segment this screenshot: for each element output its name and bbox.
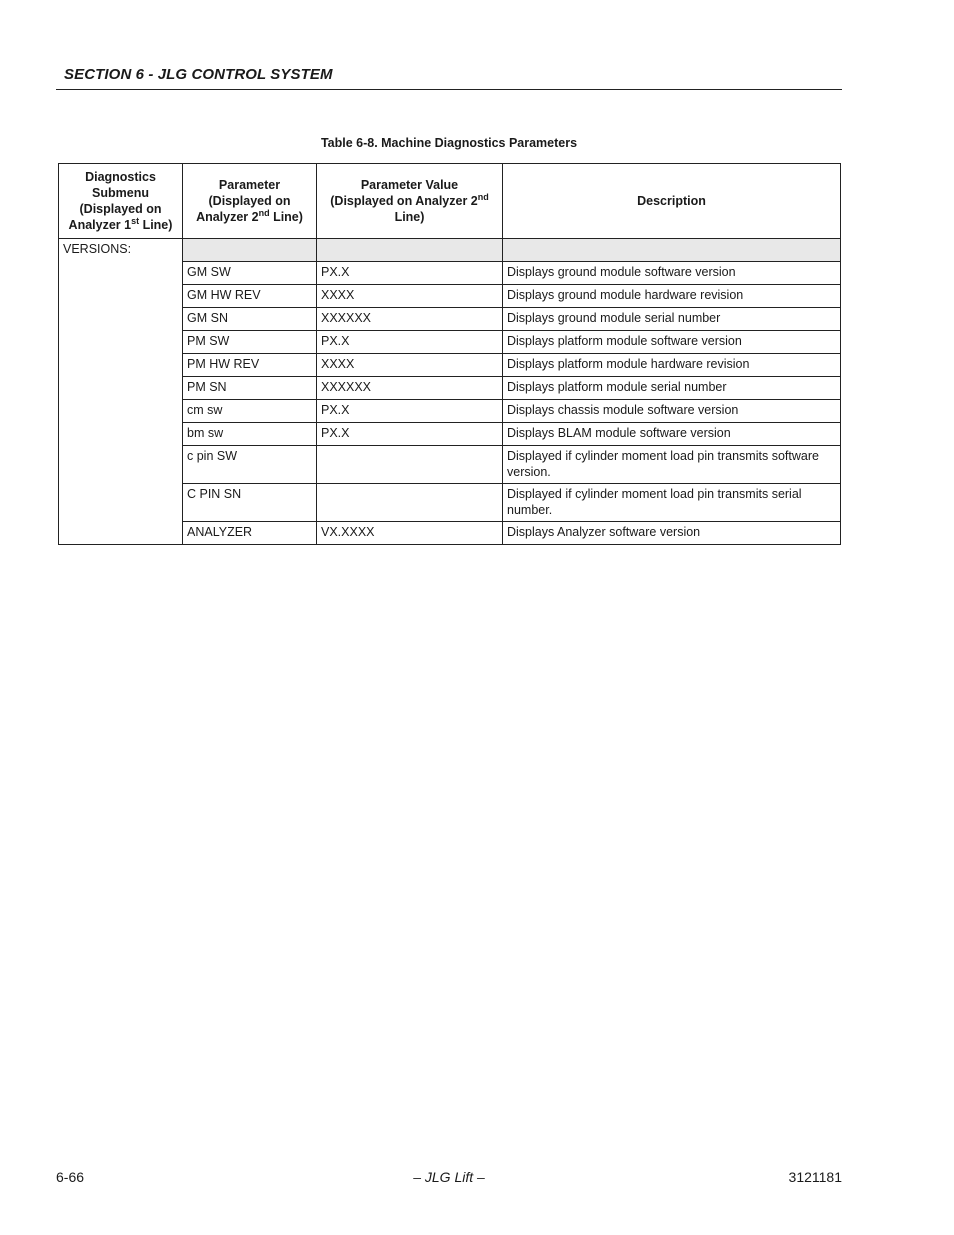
value-cell: PX.X — [317, 400, 503, 423]
column-header-parameter: Parameter (Displayed on Analyzer 2nd Line) — [183, 164, 317, 239]
parameter-cell: PM SN — [183, 377, 317, 400]
value-cell — [317, 484, 503, 522]
description-cell: Displays platform module serial number — [503, 377, 841, 400]
document-number: 3121181 — [788, 1169, 842, 1185]
value-cell: PX.X — [317, 423, 503, 446]
description-cell: Displays platform module hardware revision — [503, 354, 841, 377]
description-cell: Displays Analyzer software version — [503, 522, 841, 545]
table-header-row — [59, 164, 841, 239]
table-caption: Table 6-8. Machine Diagnostics Parameters — [320, 136, 578, 150]
column-header-submenu: Diagnostics Submenu (Displayed on Analyzer 1st Line) — [59, 164, 183, 239]
page-number: 6-66 — [56, 1169, 85, 1185]
parameter-cell: PM HW REV — [183, 354, 317, 377]
table-row — [59, 239, 841, 262]
description-cell: Displayed if cylinder moment load pin transmits software version. — [503, 446, 841, 484]
description-cell: Displayed if cylinder moment load pin transmits serial number. — [503, 484, 841, 522]
parameter-cell: GM SW — [183, 262, 317, 285]
value-cell: PX.X — [317, 262, 503, 285]
section-title: SECTION 6 - JLG CONTROL SYSTEM — [64, 66, 333, 83]
description-cell: Displays ground module software version — [503, 262, 841, 285]
parameter-cell: ANALYZER — [183, 522, 317, 545]
description-cell: Displays chassis module software version — [503, 400, 841, 423]
parameter-cell: C PIN SN — [183, 484, 317, 522]
value-cell — [317, 446, 503, 484]
description-cell: Displays ground module serial number — [503, 308, 841, 331]
description-cell: Displays ground module hardware revision — [503, 285, 841, 308]
parameter-cell: GM SN — [183, 308, 317, 331]
value-cell: XXXXXX — [317, 308, 503, 331]
description-cell: Displays platform module software version — [503, 331, 841, 354]
shaded-cell — [503, 239, 841, 262]
parameter-cell: c pin SW — [183, 446, 317, 484]
description-cell: Displays BLAM module software version — [503, 423, 841, 446]
diagnostics-table — [58, 163, 841, 545]
submenu-cell-versions: VERSIONS: — [59, 239, 183, 545]
footer-brand: – JLG Lift – — [413, 1169, 485, 1185]
value-cell: XXXXXX — [317, 377, 503, 400]
parameter-cell: bm sw — [183, 423, 317, 446]
parameter-cell: GM HW REV — [183, 285, 317, 308]
shaded-cell — [183, 239, 317, 262]
value-cell: XXXX — [317, 354, 503, 377]
parameter-cell: PM SW — [183, 331, 317, 354]
column-header-description: Description — [503, 164, 841, 239]
parameter-cell: cm sw — [183, 400, 317, 423]
shaded-cell — [317, 239, 503, 262]
value-cell: VX.XXXX — [317, 522, 503, 545]
section-header — [56, 64, 842, 90]
value-cell: PX.X — [317, 331, 503, 354]
value-cell: XXXX — [317, 285, 503, 308]
column-header-value: Parameter Value (Displayed on Analyzer 2nd Line) — [317, 164, 503, 239]
